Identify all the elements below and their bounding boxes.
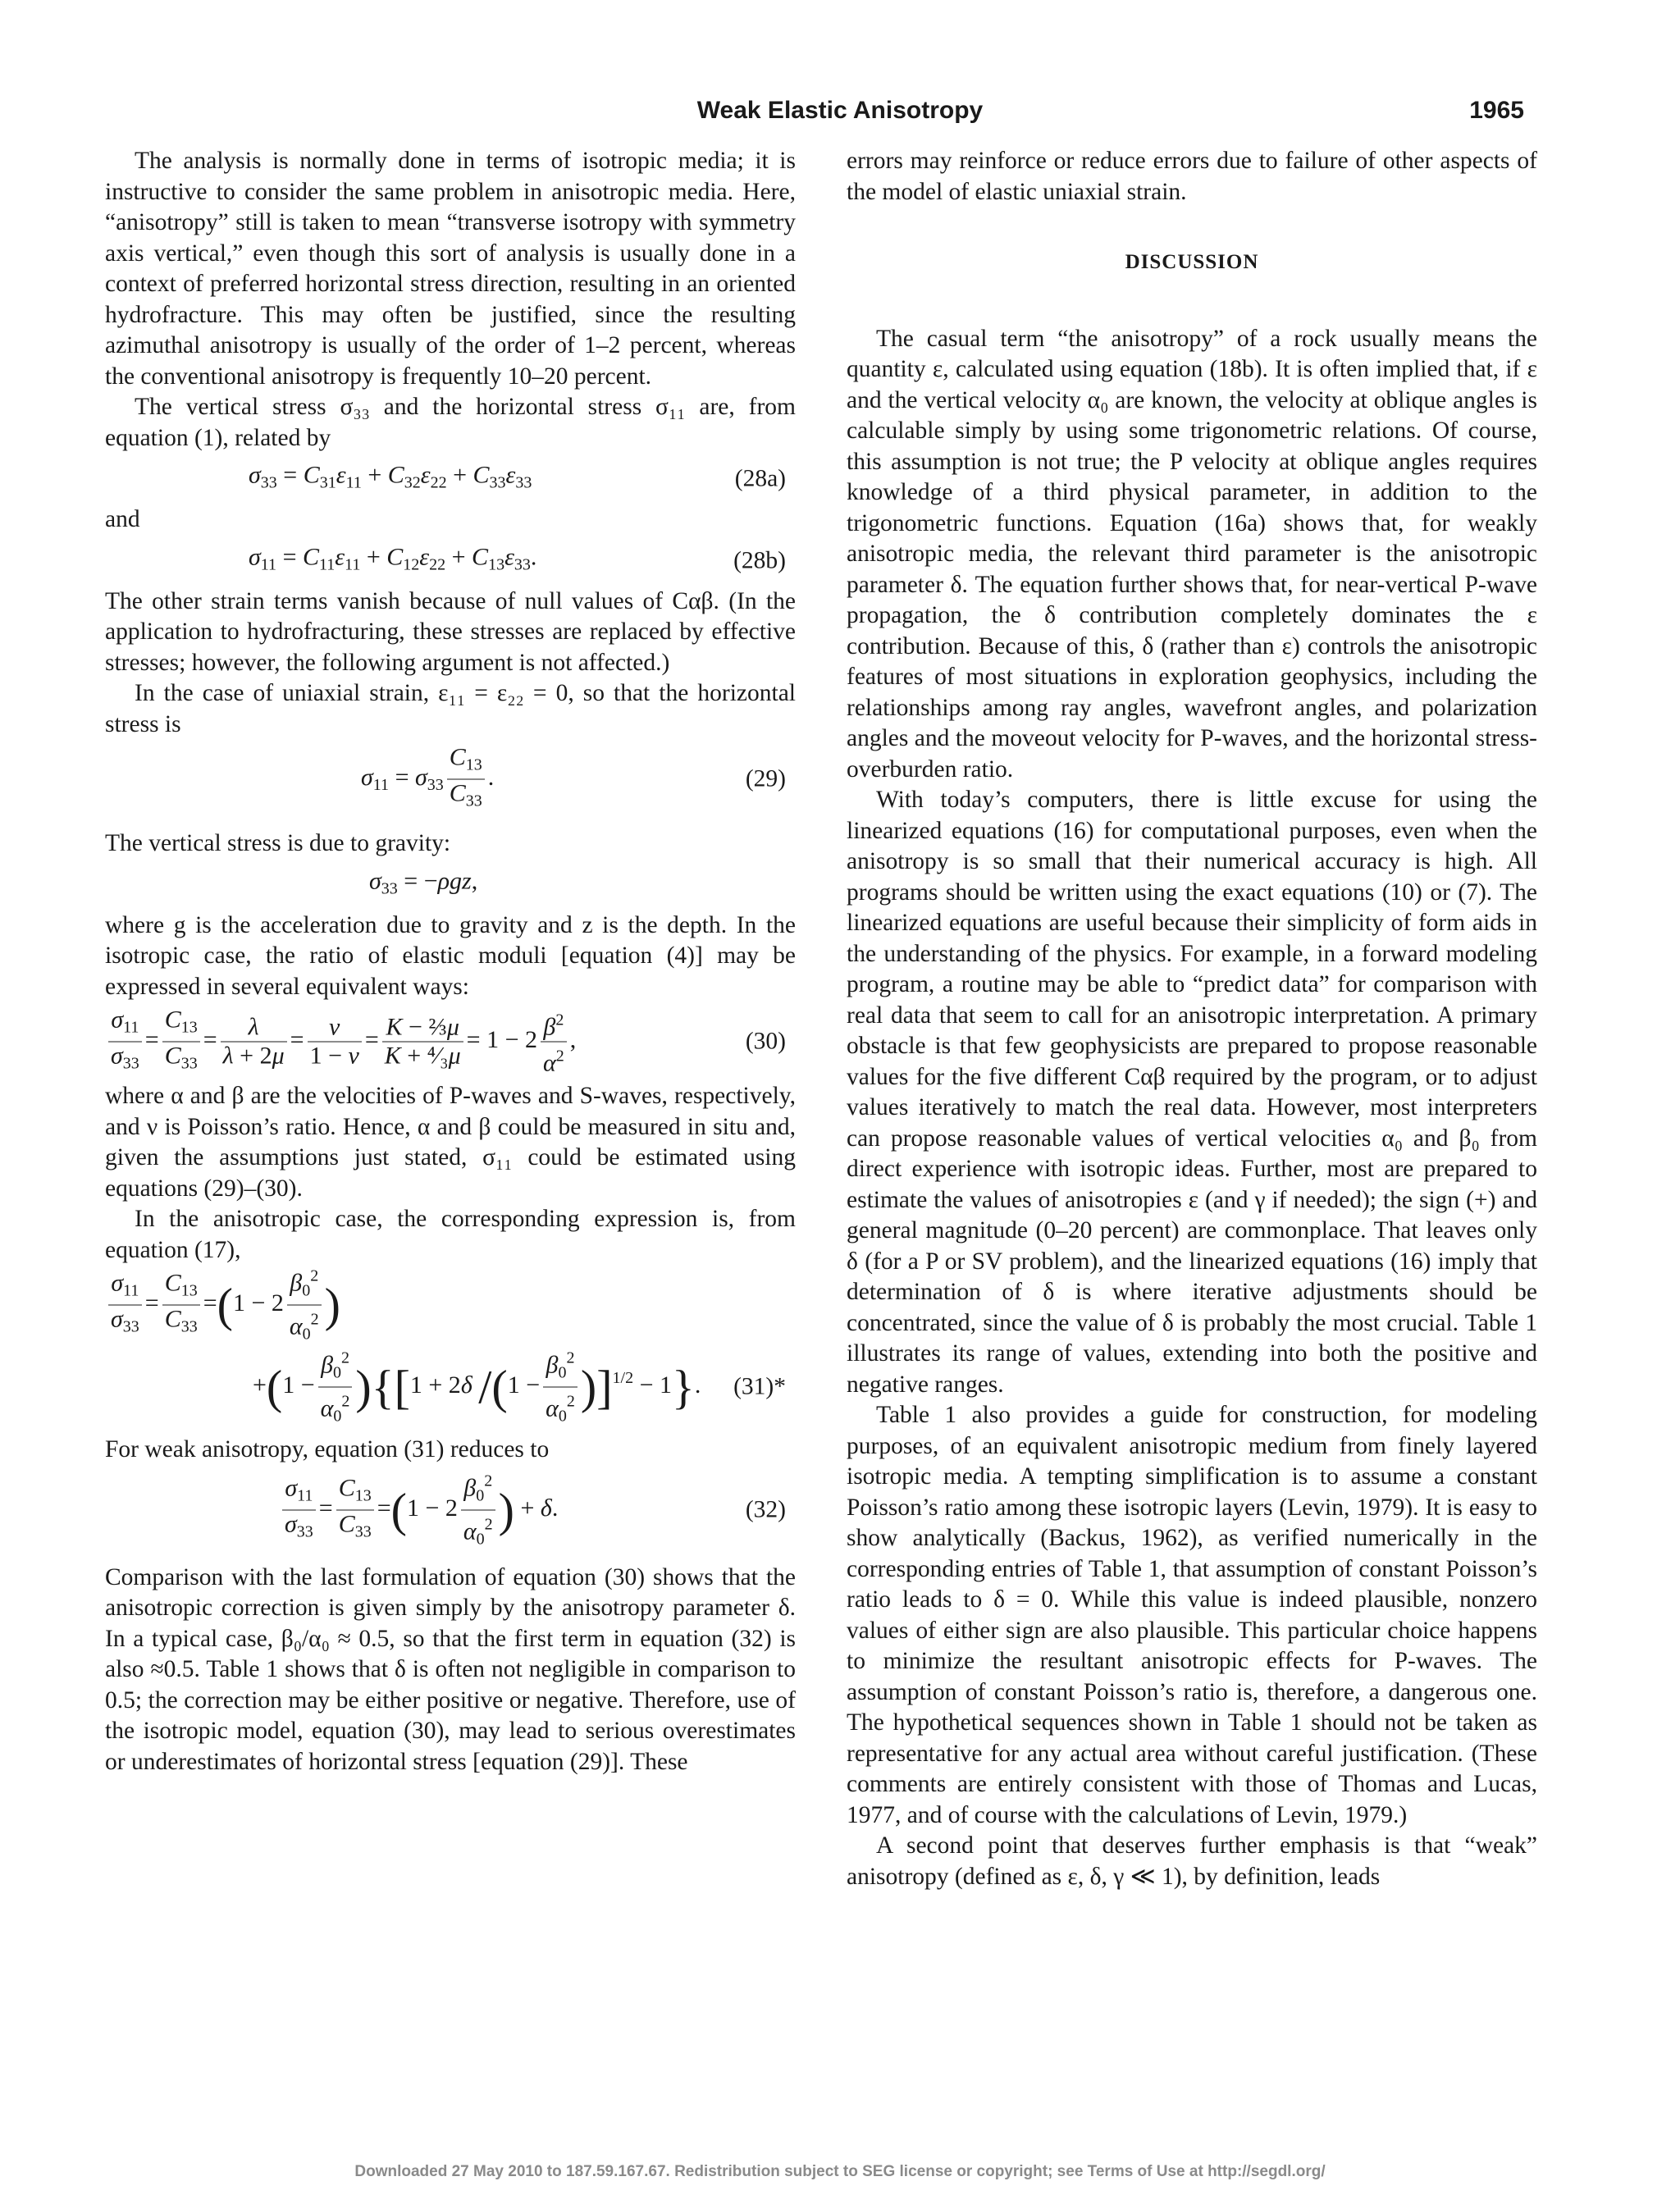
paragraph: Comparison with the last formulation of equation (30) shows that the anisotropic correction is given simply by the anisotropy parameter δ. In a typical case, β₀/α₀ ≈ 0.5, so that the first term in equation (32) is also ≈0.5. Table 1 shows that δ is often not negligible in comparison to 0.5; the correction may be either positive or negative. Therefore, use of the isotropic model, equation (30), may lead to serious overestimates or underestimates of horizontal stress [equation (29)]. These <box>105 1563 796 1775</box>
equation-body: $\sigma_{33} = C_{31}\varepsilon_{11} + C_{32}\varepsilon_{22} + C_{33}\varepsilon_{33}$ <box>249 461 532 492</box>
paragraph: A second point that deserves further emphasis is that “weak” anisotropy (defined as ε, δ, γ ≪ 1), by definition, leads <box>847 1832 1537 1890</box>
equation-body: $\sigma_{33} = -\rho gz$, <box>369 866 478 897</box>
equation-number: (28b) <box>733 546 786 573</box>
page-number: 1965 <box>1469 97 1524 124</box>
equation-gravity <box>105 861 796 909</box>
equation-body: $\sigma_{11} = \sigma_{33}$ $\frac{C_{13}}{C_{33}}$ . <box>361 743 495 810</box>
paragraph: With today’s computers, there is little excuse for using the linearized equations (16) for computational purposes, even when the anisotropy is so small that their numerical accuracy is high. All programs should be written using the exact equations (10) or (7). The linearized equations are useful because their simplicity of form aids in the understanding of the physics. For example, in a forward modeling program, a routine may be able to “predict data” for comparison with real data that seem to call for an anisotropic interpretation. A primary obstacle is that few geophysicists are prepared to propose reasonable values for the five different Cαβ required by the program, or to adjust values iteratively to match the real data. However, most interpreters can propose reasonable values of vertical velocities α₀ and β₀ from direct experience with isotropic ideas. Further, most are prepared to estimate the values of anisotropies ε (and γ if needed); the sign (+) and general magnitude (0–20 percent) are commonplace. That leaves only δ (for a P or SV problem), and the linearized equations (16) imply that determination of δ is where iterative adjustments should be concentrated, since the value of δ is probably the most crucial. Table 1 illustrates its range of values, extending into both the positive and negative ranges. <box>847 787 1537 1398</box>
download-footer: Downloaded 27 May 2010 to 187.59.167.67. Redistribution subject to SEG license or copyright; see Terms of Use at http://segdl.org/ <box>354 2163 1326 2180</box>
equation-28a <box>105 455 796 503</box>
equation-number: (32) <box>745 1495 786 1522</box>
equation-32 <box>105 1467 796 1553</box>
equation-29 <box>105 742 796 817</box>
paragraph: The other strain terms vanish because of null values of Cαβ. (In the application to hydrofracturing, these stresses are replaced by effective stresses; however, the following argument is not affected.) <box>105 587 796 676</box>
equation-body: $\frac{\sigma_{11}}{\sigma_{33}}$ = $\frac{C_{13}}{C_{33}}$ =(1 − 2 $\frac{\beta_0^2}{\alpha_0^2}$ ) + δ. <box>279 1467 558 1553</box>
paragraph: The analysis is normally done in terms of isotropic media; it is instructive to consider the same problem in anisotropic media. Here, “anisotropy” still is taken to mean “transverse isotropy with symmetry axis vertical,” even though this sort of analysis is usually done in a context of preferred horizontal stress direction, resulting in an oriented hydrofracture. This may often be justified, since the resulting azimuthal anisotropy is usually of the order of 1–2 percent, whereas the conventional anisotropy is frequently 10–20 percent. <box>105 148 796 390</box>
equation-number: (29) <box>745 765 786 792</box>
paragraph: and <box>105 506 140 532</box>
paragraph: The casual term “the anisotropy” of a rock usually means the quantity ε, calculated using equation (18b). It is often implied that, if ε and the vertical velocity α₀ are known, the velocity at oblique angles is calculable simply by using some trigonometric relations. Of course, this assumption is not true; the P velocity at oblique angles requires knowledge of a third physical parameter, in addition to the trigonometric functions. Equation (16a) shows that, for weakly anisotropic media, the relevant third parameter is the anisotropic parameter δ. The equation further shows that, for near-vertical P-wave propagation, the δ contribution completely dominates the ε contribution. Because of this, δ (rather than ε) controls the anisotropic features of most situations in exploration geophysics, including the relationships among ray angles, wavefront angles, and polarization angles and the moveout velocity for P-waves, and the horizontal stress-overburden ratio. <box>847 325 1537 783</box>
equation-body: $\sigma_{11} = C_{11}\varepsilon_{11} + C_{12}\varepsilon_{22} + C_{13}\varepsilon_{33}$. <box>249 542 537 573</box>
equation-30 <box>105 1004 796 1079</box>
equation-31-line2 <box>105 1344 796 1430</box>
paragraph: where α and β are the velocities of P-waves and S-waves, respectively, and ν is Poisson’s ratio. Hence, α and β could be measured in situ and, given the assumptions just stated, σ₁₁ could be estimated using equations (29)–(30). <box>105 1083 796 1202</box>
section-heading: DISCUSSION <box>1125 251 1259 273</box>
equation-31-line1 <box>105 1267 796 1343</box>
equation-body: $\frac{\sigma_{11}}{\sigma_{33}}$ = $\frac{C_{13}}{C_{33}}$ = $\frac{\lambda}{\lambda + 2\mu}$ = $\frac{\nu}{1 - \nu}$ = $\frac{\text{K − ⅔μ}}{\text{K + ⁴⁄₃μ}}$ = 1 − 2 $\frac{\beta^2}{\alpha^2}$ , <box>105 1006 576 1078</box>
paragraph: errors may reinforce or reduce errors due to failure of other aspects of the model of elastic uniaxial strain. <box>847 148 1537 205</box>
left-column <box>105 146 796 1777</box>
equation-body: +(1 − $\frac{\beta_0^2}{\alpha_0^2}$ ){[1 + 2δ /(1 − $\frac{\beta_0^2}{\alpha_0^2}$ )]$^{1/2}$ − 1}. <box>253 1344 701 1431</box>
paragraph: The vertical stress is due to gravity: <box>105 830 451 856</box>
paragraph: Table 1 also provides a guide for construction, for modeling purposes, of an equivalent anisotropic medium from finely layered isotropic media. A tempting simplification is to assume a constant Poisson’s ratio among these isotropic layers (Levin, 1979). It is easy to show analytically (Backus, 1962), as verified numerically in the corresponding entries of Table 1, that assumption of constant Poisson’s ratio leads to δ = 0. While this value is indeed plausible, nonzero values of either sign are also plausible. This particular choice happens to minimize the resultant anisotropic effects for P-waves. The assumption of constant Poisson’s ratio is, therefore, a dangerous one. The hypothetical sequences shown in Table 1 should not be taken as representative for any actual area without careful justification. (These comments are entirely consistent with those of Thomas and Lucas, 1977, and of course with the calculations of Levin, 1979.) <box>847 1402 1537 1828</box>
equation-number: (30) <box>745 1028 786 1055</box>
paragraph: In the anisotropic case, the corresponding expression is, from equation (17), <box>105 1206 796 1263</box>
equation-number: (31)* <box>733 1373 786 1400</box>
equation-28b <box>105 537 796 585</box>
running-header-title: Weak Elastic Anisotropy <box>696 97 984 124</box>
equation-number: (28a) <box>734 465 786 492</box>
paragraph: For weak anisotropy, equation (31) reduces to <box>105 1436 550 1462</box>
paragraph: where g is the acceleration due to gravity and z is the depth. In the isotropic case, the ratio of elastic moduli [equation (4)] may be expressed in several equivalent ways: <box>105 911 796 1000</box>
equation-body: $\frac{\sigma_{11}}{\sigma_{33}}$ = $\frac{C_{13}}{C_{33}}$ =(1 − 2 $\frac{\beta_0^2}{\alpha_0^2}$ ) <box>105 1262 340 1348</box>
paragraph: In the case of uniaxial strain, ε₁₁ = ε₂₂ = 0, so that the horizontal stress is <box>105 680 796 737</box>
right-column <box>847 146 1537 1892</box>
paragraph: The vertical stress σ₃₃ and the horizontal stress σ₁₁ are, from equation (1), related by <box>105 394 796 451</box>
